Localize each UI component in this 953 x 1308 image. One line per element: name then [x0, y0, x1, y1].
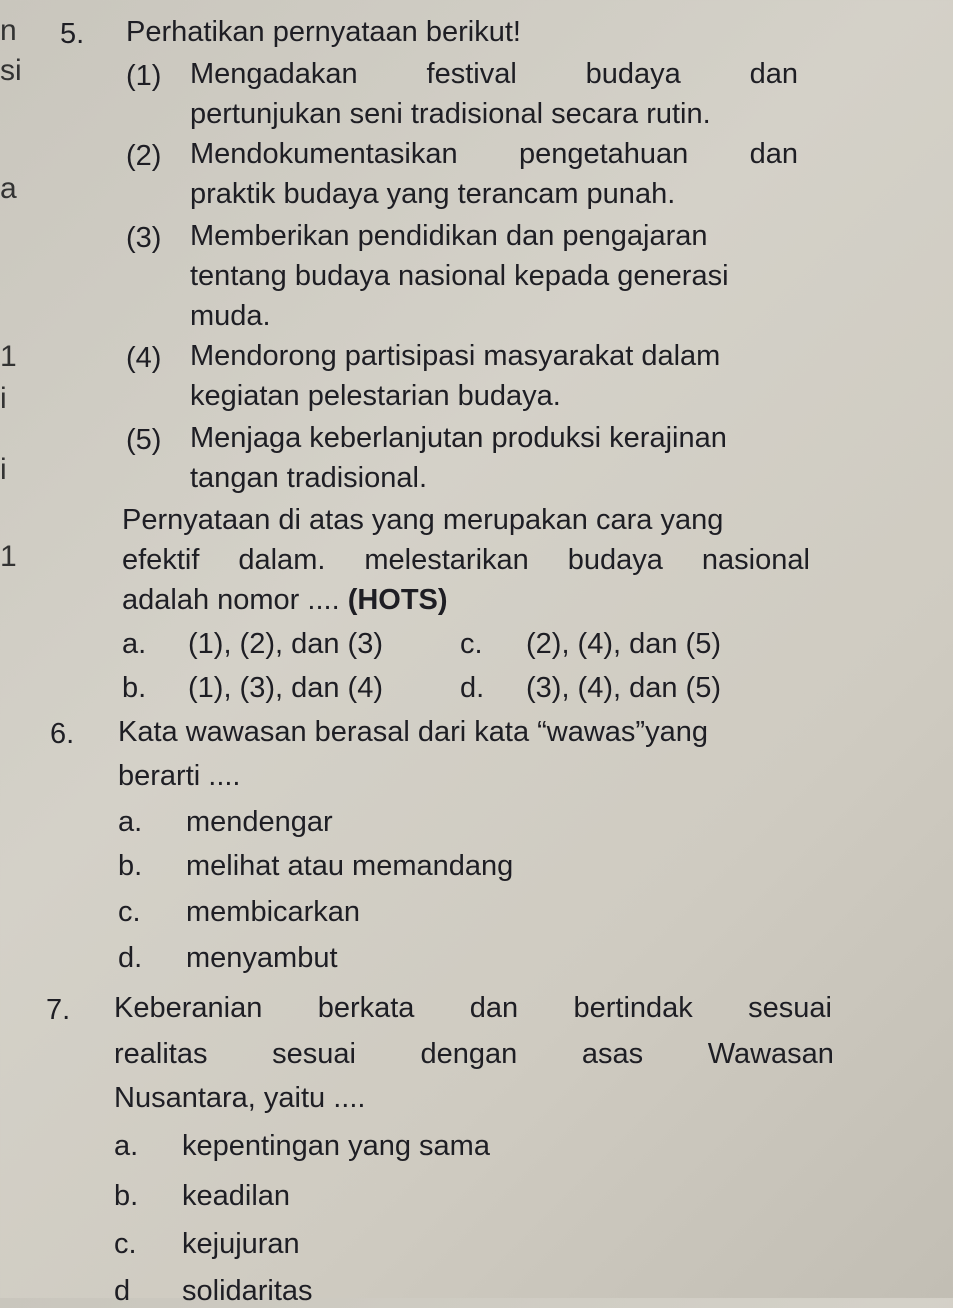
option-letter: b. — [118, 850, 143, 882]
word: bertindak — [573, 992, 693, 1024]
word: dalam. — [238, 544, 326, 576]
hots-tag: (HOTS) — [347, 584, 448, 616]
word: budaya — [585, 58, 681, 90]
edge-mark: a — [0, 172, 17, 205]
statement-line: muda. — [190, 300, 271, 332]
option-letter: c. — [460, 628, 483, 660]
word: berkata — [317, 992, 415, 1024]
question-text: adalah nomor .... — [122, 584, 348, 616]
word: melestarikan — [364, 544, 529, 576]
question-number: 5. — [60, 18, 85, 50]
statement-line: pertunjukan seni tradisional secara rutin. — [190, 98, 711, 130]
question-stem: Nusantara, yaitu .... — [114, 1082, 366, 1114]
word: nasional — [701, 544, 810, 576]
statement-line: Mendorong partisipasi masyarakat dalam — [190, 340, 721, 372]
option-text: (1), (3), dan (4) — [188, 672, 383, 704]
edge-mark: 1 — [0, 540, 17, 573]
word: sesuai — [272, 1038, 356, 1070]
option-text: kejujuran — [182, 1228, 300, 1260]
question-stem — [114, 994, 832, 1023]
option-text: (2), (4), dan (5) — [526, 628, 721, 660]
edge-mark: 1 — [0, 340, 17, 373]
option-letter: c. — [118, 896, 141, 928]
question-stem: Perhatikan pernyataan berikut! — [126, 16, 521, 48]
option-text: menyambut — [186, 942, 338, 974]
option-letter: d. — [118, 942, 143, 974]
option-letter: a. — [118, 806, 143, 838]
word: dan — [749, 58, 798, 90]
question-text-line — [122, 546, 810, 575]
option-text: kepentingan yang sama — [182, 1130, 490, 1162]
word: Mengadakan — [190, 58, 358, 90]
word: Keberanian — [114, 992, 263, 1024]
word: Wawasan — [707, 1038, 834, 1070]
option-letter: b. — [114, 1180, 139, 1212]
word: pengetahuan — [518, 138, 689, 170]
edge-mark: i — [0, 453, 7, 486]
statement-line: Menjaga keberlanjutan produksi kerajinan — [190, 422, 727, 454]
statement-line — [190, 60, 798, 89]
word: dan — [749, 138, 798, 170]
statement-line: praktik budaya yang terancam punah. — [190, 178, 676, 210]
option-letter: d — [114, 1275, 131, 1307]
option-text: melihat atau memandang — [186, 850, 514, 882]
statement-number: (3) — [126, 222, 162, 254]
question-text-line — [122, 586, 448, 615]
option-letter: c. — [114, 1228, 137, 1260]
option-text: solidaritas — [182, 1275, 313, 1307]
edge-mark: n — [0, 14, 17, 47]
option-letter: b. — [122, 672, 147, 704]
word: sesuai — [748, 992, 832, 1024]
statement-line — [190, 140, 798, 169]
word: dan — [469, 992, 519, 1024]
statement-line: Memberikan pendidikan dan pengajaran — [190, 220, 708, 252]
question-text-line: Pernyataan di atas yang merupakan cara yang — [122, 504, 724, 536]
statement-number: (5) — [126, 424, 162, 456]
word: realitas — [114, 1038, 208, 1070]
statement-line: kegiatan pelestarian budaya. — [190, 380, 561, 412]
statement-number: (4) — [126, 342, 162, 374]
option-letter: a. — [122, 628, 147, 660]
option-text: membicarkan — [186, 896, 361, 928]
option-text: (1), (2), dan (3) — [188, 628, 383, 660]
edge-mark: si — [0, 54, 22, 87]
option-text: (3), (4), dan (5) — [526, 672, 721, 704]
question-stem — [114, 1040, 834, 1069]
statement-number: (2) — [126, 140, 162, 172]
question-stem: berarti .... — [118, 760, 241, 792]
word: dengan — [420, 1038, 518, 1070]
option-text: keadilan — [182, 1180, 291, 1212]
edge-mark: i — [0, 382, 7, 415]
statement-line: tangan tradisional. — [190, 462, 427, 494]
word: asas — [581, 1038, 644, 1070]
word: efektif — [122, 544, 200, 576]
option-letter: a. — [114, 1130, 139, 1162]
statement-number: (1) — [126, 60, 162, 92]
question-number: 6. — [50, 718, 75, 750]
word: festival — [426, 58, 517, 90]
word: budaya — [567, 544, 663, 576]
option-letter: d. — [460, 672, 485, 704]
option-text: mendengar — [186, 806, 333, 838]
statement-line: tentang budaya nasional kepada generasi — [190, 260, 729, 292]
word: Mendokumentasikan — [190, 138, 458, 170]
question-stem: Kata wawasan berasal dari kata “wawas”yang — [118, 716, 708, 748]
question-number: 7. — [46, 994, 71, 1026]
